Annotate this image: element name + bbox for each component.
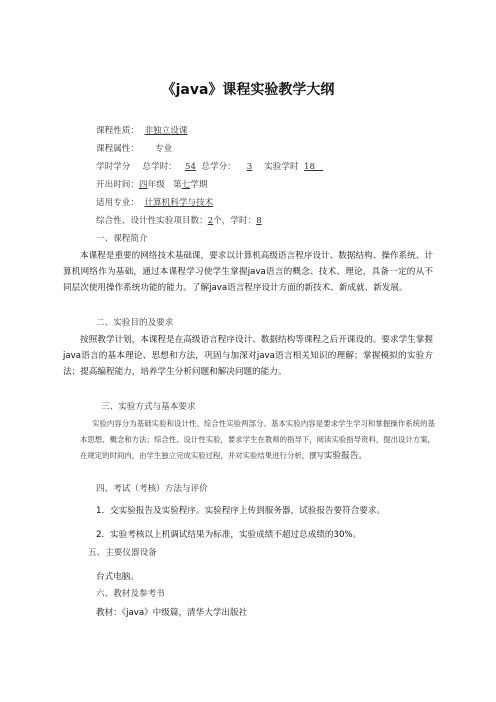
document-title: 《java》课程实验教学大纲 xyxy=(161,82,335,98)
section-5-heading: 五、主要仪器设备 xyxy=(88,548,157,558)
major-value: 计算机科学与技术 xyxy=(144,198,214,208)
section-2-body: 按照教学计划，本课程是在高级语言程序设计、数据结构等课程之后开课设的。要求学生掌握java语言的基本理论、思想和方法，巩固与加深对java语言相关知识的理解；掌握模拟的实验方法；提高编程能力，培养学生分析问题和解决问题的能力。 xyxy=(63,335,433,377)
start-term-value: 七 xyxy=(181,180,191,190)
section-4-item-2: 2．实验考核以上机调试结果为标准，实验成绩不超过总成绩的30%。 xyxy=(96,530,362,540)
start-year-value: 四 xyxy=(138,180,148,190)
section-1-body: 本课程是重要的网络技术基础课，要求以计算机高级语言程序设计、数据结构、操作系统、计算机网络作为基础，通过本课程学习使学生掌握java语言的概念、技术、理论，具备一定的从不同层次使用操作系统功能的能力。了解java语言程序设计方面的新技术、新成就、新发展。 xyxy=(63,251,433,293)
course-nature-value: 非独立设课 xyxy=(144,126,188,136)
section-2-heading: 二、实验目的及要求 xyxy=(96,318,174,328)
section-4-heading: 四、考试（考核）方法与评价 xyxy=(96,484,208,494)
start-year-unit: 年级 xyxy=(147,180,165,190)
major-line xyxy=(96,196,213,208)
section-3-heading: 三、实验方式与基本要求 xyxy=(101,402,196,412)
total-credit-value: 3 xyxy=(246,162,253,172)
experiment-count-line xyxy=(96,214,262,226)
section-5-body: 台式电脑。 xyxy=(96,572,139,582)
total-hours-value: 54 xyxy=(184,162,196,172)
section-1-heading: 一、课程简介 xyxy=(96,234,148,244)
section-6-heading: 六、教材及参考书 xyxy=(96,589,165,599)
section-3-tail: 实验报告。 xyxy=(323,451,367,461)
course-attribute-line xyxy=(96,142,172,154)
experiment-count-value: 2 xyxy=(207,216,214,226)
start-time-label: 开出时间： xyxy=(96,180,139,190)
experiment-hours-value: 8 xyxy=(256,216,262,226)
lab-hours-value: 18 xyxy=(304,162,315,172)
total-credit-label: 总学分： xyxy=(201,162,236,172)
section-3-text: 实验内容分为基础实验和设计性、综合性实验两部分。基本实验内容是要求学生学习和掌握操作系统的基本思想、概念和方法；综合性、设计性实验，要求学生在教师的指导下，阅读实验指导资料，提出设计方案，在规定的时间内，由学生独立完成实验过程，并对实验结果进行分析，撰写 xyxy=(80,419,435,460)
experiment-count-label: 综合性、设计性实验项目数： xyxy=(96,216,208,226)
start-time-line xyxy=(96,178,207,190)
course-nature-line xyxy=(96,124,187,136)
section-3-body xyxy=(80,416,435,464)
hours-label: 学时学分 xyxy=(96,162,131,172)
section-4-item-1: 1．交实验报告及实验程序。实验程序上传到服务器，试验报告要符合要求。 xyxy=(96,506,386,516)
major-label: 适用专业： xyxy=(96,198,139,208)
course-attribute-value: 专业 xyxy=(154,144,173,154)
course-hours-line xyxy=(96,160,323,172)
section-6-body: 教材：《java》中级篇，清华大学出版社 xyxy=(96,608,248,618)
start-term-prefix: 第 xyxy=(173,180,182,190)
experiment-count-mid: 个，学时： xyxy=(213,216,257,226)
total-hours-label: 总学时： xyxy=(142,162,177,172)
course-attribute-label: 课程属性： xyxy=(96,144,139,154)
course-nature-label: 课程性质： xyxy=(96,126,139,136)
start-term-suffix: 学期 xyxy=(190,180,208,190)
lab-hours-label: 实验学时 xyxy=(264,162,299,172)
